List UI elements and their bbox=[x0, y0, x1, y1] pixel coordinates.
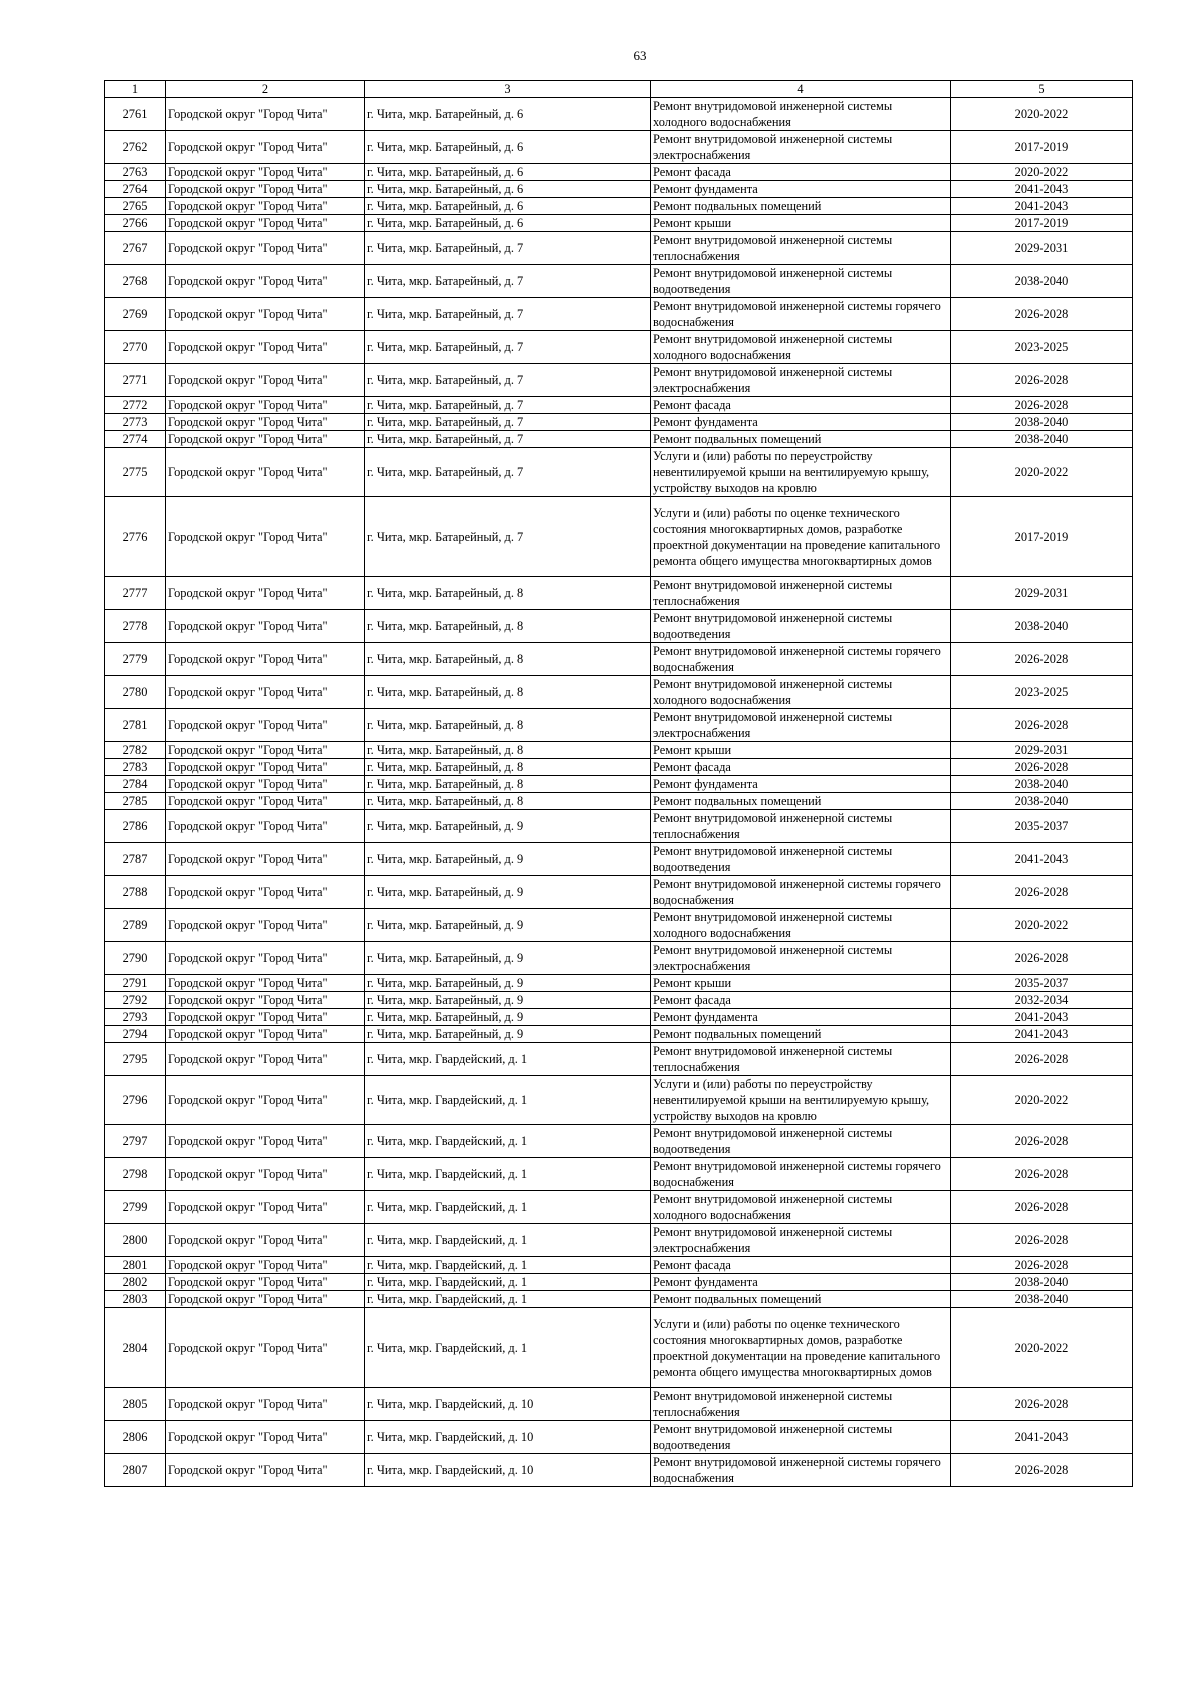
column-header: 5 bbox=[951, 81, 1133, 98]
municipality-cell: Городской округ "Город Чита" bbox=[166, 1076, 365, 1125]
municipality-cell: Городской округ "Город Чита" bbox=[166, 1125, 365, 1158]
municipality-cell: Городской округ "Город Чита" bbox=[166, 975, 365, 992]
address-cell: г. Чита, мкр. Батарейный, д. 7 bbox=[365, 232, 651, 265]
table-row bbox=[105, 643, 1133, 676]
column-header: 3 bbox=[365, 81, 651, 98]
work-type-cell: Ремонт фундамента bbox=[651, 181, 951, 198]
row-number-cell: 2796 bbox=[105, 1076, 166, 1125]
work-type-cell: Ремонт внутридомовой инженерной системы водоотведения bbox=[651, 265, 951, 298]
row-number-cell: 2792 bbox=[105, 992, 166, 1009]
address-cell: г. Чита, мкр. Батарейный, д. 7 bbox=[365, 265, 651, 298]
municipality-cell: Городской округ "Город Чита" bbox=[166, 1009, 365, 1026]
table-row bbox=[105, 909, 1133, 942]
municipality-cell: Городской округ "Город Чита" bbox=[166, 364, 365, 397]
row-number-cell: 2793 bbox=[105, 1009, 166, 1026]
row-number-cell: 2779 bbox=[105, 643, 166, 676]
table-row bbox=[105, 942, 1133, 975]
address-cell: г. Чита, мкр. Гвардейский, д. 1 bbox=[365, 1274, 651, 1291]
work-type-cell: Ремонт внутридомовой инженерной системы водоотведения bbox=[651, 843, 951, 876]
row-number-cell: 2782 bbox=[105, 742, 166, 759]
municipality-cell: Городской округ "Город Чита" bbox=[166, 232, 365, 265]
table-row bbox=[105, 181, 1133, 198]
row-number-cell: 2785 bbox=[105, 793, 166, 810]
address-cell: г. Чита, мкр. Батарейный, д. 7 bbox=[365, 448, 651, 497]
period-cell: 2038-2040 bbox=[951, 793, 1133, 810]
period-cell: 2020-2022 bbox=[951, 1308, 1133, 1388]
row-number-cell: 2767 bbox=[105, 232, 166, 265]
municipality-cell: Городской округ "Город Чита" bbox=[166, 1043, 365, 1076]
table-row bbox=[105, 164, 1133, 181]
work-type-cell: Ремонт фасада bbox=[651, 759, 951, 776]
period-cell: 2032-2034 bbox=[951, 992, 1133, 1009]
row-number-cell: 2766 bbox=[105, 215, 166, 232]
row-number-cell: 2774 bbox=[105, 431, 166, 448]
municipality-cell: Городской округ "Город Чита" bbox=[166, 1158, 365, 1191]
row-number-cell: 2795 bbox=[105, 1043, 166, 1076]
table-row bbox=[105, 1454, 1133, 1487]
municipality-cell: Городской округ "Город Чита" bbox=[166, 759, 365, 776]
work-type-cell: Ремонт внутридомовой инженерной системы горячего водоснабжения bbox=[651, 876, 951, 909]
address-cell: г. Чита, мкр. Гвардейский, д. 1 bbox=[365, 1257, 651, 1274]
period-cell: 2017-2019 bbox=[951, 215, 1133, 232]
period-cell: 2020-2022 bbox=[951, 164, 1133, 181]
table-row bbox=[105, 397, 1133, 414]
table-row bbox=[105, 1224, 1133, 1257]
period-cell: 2026-2028 bbox=[951, 1191, 1133, 1224]
column-header: 1 bbox=[105, 81, 166, 98]
page-number: 63 bbox=[633, 48, 647, 63]
table-row bbox=[105, 1308, 1133, 1388]
row-number-cell: 2786 bbox=[105, 810, 166, 843]
municipality-cell: Городской округ "Город Чита" bbox=[166, 98, 365, 131]
address-cell: г. Чита, мкр. Гвардейский, д. 1 bbox=[365, 1125, 651, 1158]
address-cell: г. Чита, мкр. Гвардейский, д. 1 bbox=[365, 1043, 651, 1076]
address-cell: г. Чита, мкр. Батарейный, д. 7 bbox=[365, 431, 651, 448]
capital-repair-table bbox=[104, 80, 1133, 1487]
municipality-cell: Городской округ "Город Чита" bbox=[166, 709, 365, 742]
address-cell: г. Чита, мкр. Батарейный, д. 6 bbox=[365, 181, 651, 198]
table-row bbox=[105, 98, 1133, 131]
row-number-cell: 2761 bbox=[105, 98, 166, 131]
period-cell: 2038-2040 bbox=[951, 1274, 1133, 1291]
municipality-cell: Городской округ "Город Чита" bbox=[166, 776, 365, 793]
work-type-cell: Ремонт внутридомовой инженерной системы теплоснабжения bbox=[651, 577, 951, 610]
municipality-cell: Городской округ "Город Чита" bbox=[166, 992, 365, 1009]
address-cell: г. Чита, мкр. Батарейный, д. 8 bbox=[365, 709, 651, 742]
work-type-cell: Услуги и (или) работы по переустройству невентилируемой крыши на вентилируемую крышу, устройству выходов на кровлю bbox=[651, 1076, 951, 1125]
row-number-cell: 2780 bbox=[105, 676, 166, 709]
municipality-cell: Городской округ "Город Чита" bbox=[166, 1291, 365, 1308]
period-cell: 2026-2028 bbox=[951, 1454, 1133, 1487]
address-cell: г. Чита, мкр. Батарейный, д. 7 bbox=[365, 414, 651, 431]
municipality-cell: Городской округ "Город Чита" bbox=[166, 414, 365, 431]
address-cell: г. Чита, мкр. Батарейный, д. 8 bbox=[365, 643, 651, 676]
period-cell: 2041-2043 bbox=[951, 198, 1133, 215]
period-cell: 2023-2025 bbox=[951, 331, 1133, 364]
table-row bbox=[105, 975, 1133, 992]
period-cell: 2017-2019 bbox=[951, 497, 1133, 577]
row-number-cell: 2778 bbox=[105, 610, 166, 643]
period-cell: 2026-2028 bbox=[951, 1224, 1133, 1257]
municipality-cell: Городской округ "Город Чита" bbox=[166, 1257, 365, 1274]
row-number-cell: 2807 bbox=[105, 1454, 166, 1487]
table-row bbox=[105, 1191, 1133, 1224]
table-row bbox=[105, 232, 1133, 265]
work-type-cell: Ремонт внутридомовой инженерной системы холодного водоснабжения bbox=[651, 676, 951, 709]
row-number-cell: 2781 bbox=[105, 709, 166, 742]
work-type-cell: Ремонт подвальных помещений bbox=[651, 431, 951, 448]
row-number-cell: 2775 bbox=[105, 448, 166, 497]
row-number-cell: 2772 bbox=[105, 397, 166, 414]
table-row bbox=[105, 1158, 1133, 1191]
municipality-cell: Городской округ "Город Чита" bbox=[166, 1026, 365, 1043]
work-type-cell: Ремонт внутридомовой инженерной системы электроснабжения bbox=[651, 942, 951, 975]
row-number-cell: 2804 bbox=[105, 1308, 166, 1388]
municipality-cell: Городской округ "Город Чита" bbox=[166, 1308, 365, 1388]
row-number-cell: 2790 bbox=[105, 942, 166, 975]
period-cell: 2026-2028 bbox=[951, 876, 1133, 909]
period-cell: 2020-2022 bbox=[951, 98, 1133, 131]
municipality-cell: Городской округ "Город Чита" bbox=[166, 431, 365, 448]
address-cell: г. Чита, мкр. Батарейный, д. 9 bbox=[365, 942, 651, 975]
period-cell: 2026-2028 bbox=[951, 397, 1133, 414]
row-number-cell: 2800 bbox=[105, 1224, 166, 1257]
work-type-cell: Ремонт внутридомовой инженерной системы теплоснабжения bbox=[651, 1043, 951, 1076]
address-cell: г. Чита, мкр. Батарейный, д. 9 bbox=[365, 975, 651, 992]
municipality-cell: Городской округ "Город Чита" bbox=[166, 577, 365, 610]
municipality-cell: Городской округ "Город Чита" bbox=[166, 164, 365, 181]
municipality-cell: Городской округ "Город Чита" bbox=[166, 1421, 365, 1454]
municipality-cell: Городской округ "Город Чита" bbox=[166, 198, 365, 215]
municipality-cell: Городской округ "Город Чита" bbox=[166, 1224, 365, 1257]
municipality-cell: Городской округ "Город Чита" bbox=[166, 265, 365, 298]
municipality-cell: Городской округ "Город Чита" bbox=[166, 676, 365, 709]
period-cell: 2020-2022 bbox=[951, 1076, 1133, 1125]
row-number-cell: 2794 bbox=[105, 1026, 166, 1043]
table-row bbox=[105, 810, 1133, 843]
work-type-cell: Ремонт внутридомовой инженерной системы водоотведения bbox=[651, 1421, 951, 1454]
work-type-cell: Ремонт фасада bbox=[651, 992, 951, 1009]
period-cell: 2026-2028 bbox=[951, 364, 1133, 397]
address-cell: г. Чита, мкр. Батарейный, д. 9 bbox=[365, 1009, 651, 1026]
work-type-cell: Ремонт внутридомовой инженерной системы электроснабжения bbox=[651, 1224, 951, 1257]
period-cell: 2029-2031 bbox=[951, 577, 1133, 610]
work-type-cell: Ремонт внутридомовой инженерной системы теплоснабжения bbox=[651, 810, 951, 843]
row-number-cell: 2801 bbox=[105, 1257, 166, 1274]
table-row bbox=[105, 131, 1133, 164]
period-cell: 2026-2028 bbox=[951, 1388, 1133, 1421]
row-number-cell: 2762 bbox=[105, 131, 166, 164]
period-cell: 2026-2028 bbox=[951, 643, 1133, 676]
table-row bbox=[105, 198, 1133, 215]
period-cell: 2026-2028 bbox=[951, 1125, 1133, 1158]
period-cell: 2041-2043 bbox=[951, 1026, 1133, 1043]
work-type-cell: Ремонт внутридомовой инженерной системы теплоснабжения bbox=[651, 232, 951, 265]
period-cell: 2017-2019 bbox=[951, 131, 1133, 164]
table-row bbox=[105, 265, 1133, 298]
municipality-cell: Городской округ "Город Чита" bbox=[166, 448, 365, 497]
address-cell: г. Чита, мкр. Батарейный, д. 9 bbox=[365, 843, 651, 876]
address-cell: г. Чита, мкр. Батарейный, д. 9 bbox=[365, 810, 651, 843]
address-cell: г. Чита, мкр. Гвардейский, д. 1 bbox=[365, 1224, 651, 1257]
work-type-cell: Ремонт фундамента bbox=[651, 1009, 951, 1026]
work-type-cell: Услуги и (или) работы по оценке технического состояния многоквартирных домов, разработке проектной документации на проведение капитального ремонта общего имущества многоквартирных домов bbox=[651, 1308, 951, 1388]
period-cell: 2035-2037 bbox=[951, 975, 1133, 992]
work-type-cell: Ремонт фундамента bbox=[651, 1274, 951, 1291]
municipality-cell: Городской округ "Город Чита" bbox=[166, 1388, 365, 1421]
address-cell: г. Чита, мкр. Батарейный, д. 6 bbox=[365, 198, 651, 215]
address-cell: г. Чита, мкр. Гвардейский, д. 1 bbox=[365, 1191, 651, 1224]
address-cell: г. Чита, мкр. Батарейный, д. 8 bbox=[365, 610, 651, 643]
municipality-cell: Городской округ "Город Чита" bbox=[166, 810, 365, 843]
table-row bbox=[105, 497, 1133, 577]
table-row bbox=[105, 1043, 1133, 1076]
work-type-cell: Ремонт внутридомовой инженерной системы горячего водоснабжения bbox=[651, 1454, 951, 1487]
row-number-cell: 2768 bbox=[105, 265, 166, 298]
work-type-cell: Ремонт фасада bbox=[651, 164, 951, 181]
row-number-cell: 2806 bbox=[105, 1421, 166, 1454]
table-row bbox=[105, 448, 1133, 497]
row-number-cell: 2770 bbox=[105, 331, 166, 364]
table-row bbox=[105, 759, 1133, 776]
municipality-cell: Городской округ "Город Чита" bbox=[166, 643, 365, 676]
address-cell: г. Чита, мкр. Батарейный, д. 8 bbox=[365, 577, 651, 610]
table-row bbox=[105, 709, 1133, 742]
column-header: 2 bbox=[166, 81, 365, 98]
work-type-cell: Ремонт фундамента bbox=[651, 414, 951, 431]
row-number-cell: 2802 bbox=[105, 1274, 166, 1291]
period-cell: 2026-2028 bbox=[951, 298, 1133, 331]
work-type-cell: Ремонт внутридомовой инженерной системы холодного водоснабжения bbox=[651, 331, 951, 364]
row-number-cell: 2803 bbox=[105, 1291, 166, 1308]
address-cell: г. Чита, мкр. Батарейный, д. 8 bbox=[365, 676, 651, 709]
table-row bbox=[105, 610, 1133, 643]
municipality-cell: Городской округ "Город Чита" bbox=[166, 1274, 365, 1291]
municipality-cell: Городской округ "Город Чита" bbox=[166, 876, 365, 909]
period-cell: 2038-2040 bbox=[951, 776, 1133, 793]
table-row bbox=[105, 414, 1133, 431]
table-row bbox=[105, 793, 1133, 810]
address-cell: г. Чита, мкр. Гвардейский, д. 1 bbox=[365, 1158, 651, 1191]
table-row bbox=[105, 364, 1133, 397]
period-cell: 2041-2043 bbox=[951, 181, 1133, 198]
table-row bbox=[105, 215, 1133, 232]
row-number-cell: 2784 bbox=[105, 776, 166, 793]
row-number-cell: 2788 bbox=[105, 876, 166, 909]
period-cell: 2020-2022 bbox=[951, 448, 1133, 497]
table-row bbox=[105, 1257, 1133, 1274]
municipality-cell: Городской округ "Город Чита" bbox=[166, 397, 365, 414]
row-number-cell: 2773 bbox=[105, 414, 166, 431]
period-cell: 2038-2040 bbox=[951, 265, 1133, 298]
row-number-cell: 2798 bbox=[105, 1158, 166, 1191]
address-cell: г. Чита, мкр. Батарейный, д. 7 bbox=[365, 331, 651, 364]
municipality-cell: Городской округ "Город Чита" bbox=[166, 610, 365, 643]
address-cell: г. Чита, мкр. Батарейный, д. 7 bbox=[365, 397, 651, 414]
municipality-cell: Городской округ "Город Чита" bbox=[166, 843, 365, 876]
address-cell: г. Чита, мкр. Батарейный, д. 8 bbox=[365, 759, 651, 776]
municipality-cell: Городской округ "Город Чита" bbox=[166, 215, 365, 232]
period-cell: 2026-2028 bbox=[951, 1158, 1133, 1191]
address-cell: г. Чита, мкр. Батарейный, д. 6 bbox=[365, 98, 651, 131]
work-type-cell: Ремонт подвальных помещений bbox=[651, 793, 951, 810]
municipality-cell: Городской округ "Город Чита" bbox=[166, 1454, 365, 1487]
address-cell: г. Чита, мкр. Батарейный, д. 6 bbox=[365, 215, 651, 232]
table-row bbox=[105, 1026, 1133, 1043]
table-row bbox=[105, 331, 1133, 364]
table-row bbox=[105, 776, 1133, 793]
row-number-cell: 2776 bbox=[105, 497, 166, 577]
municipality-cell: Городской округ "Город Чита" bbox=[166, 131, 365, 164]
work-type-cell: Услуги и (или) работы по переустройству невентилируемой крыши на вентилируемую крышу, устройству выходов на кровлю bbox=[651, 448, 951, 497]
work-type-cell: Ремонт внутридомовой инженерной системы электроснабжения bbox=[651, 131, 951, 164]
period-cell: 2035-2037 bbox=[951, 810, 1133, 843]
work-type-cell: Ремонт крыши bbox=[651, 215, 951, 232]
period-cell: 2041-2043 bbox=[951, 843, 1133, 876]
row-number-cell: 2805 bbox=[105, 1388, 166, 1421]
address-cell: г. Чита, мкр. Гвардейский, д. 1 bbox=[365, 1308, 651, 1388]
row-number-cell: 2777 bbox=[105, 577, 166, 610]
row-number-cell: 2764 bbox=[105, 181, 166, 198]
period-cell: 2041-2043 bbox=[951, 1421, 1133, 1454]
period-cell: 2029-2031 bbox=[951, 232, 1133, 265]
table-header-row bbox=[105, 81, 1133, 98]
work-type-cell: Ремонт внутридомовой инженерной системы электроснабжения bbox=[651, 364, 951, 397]
table-row bbox=[105, 742, 1133, 759]
municipality-cell: Городской округ "Город Чита" bbox=[166, 181, 365, 198]
period-cell: 2026-2028 bbox=[951, 1257, 1133, 1274]
municipality-cell: Городской округ "Город Чита" bbox=[166, 909, 365, 942]
period-cell: 2026-2028 bbox=[951, 759, 1133, 776]
period-cell: 2038-2040 bbox=[951, 414, 1133, 431]
municipality-cell: Городской округ "Город Чита" bbox=[166, 1191, 365, 1224]
address-cell: г. Чита, мкр. Батарейный, д. 7 bbox=[365, 497, 651, 577]
row-number-cell: 2765 bbox=[105, 198, 166, 215]
period-cell: 2038-2040 bbox=[951, 610, 1133, 643]
address-cell: г. Чита, мкр. Батарейный, д. 6 bbox=[365, 164, 651, 181]
table-row bbox=[105, 1076, 1133, 1125]
work-type-cell: Ремонт внутридомовой инженерной системы горячего водоснабжения bbox=[651, 298, 951, 331]
work-type-cell: Ремонт внутридомовой инженерной системы горячего водоснабжения bbox=[651, 1158, 951, 1191]
address-cell: г. Чита, мкр. Батарейный, д. 9 bbox=[365, 876, 651, 909]
table-row bbox=[105, 1009, 1133, 1026]
work-type-cell: Ремонт подвальных помещений bbox=[651, 1291, 951, 1308]
period-cell: 2038-2040 bbox=[951, 1291, 1133, 1308]
table-row bbox=[105, 1291, 1133, 1308]
table-row bbox=[105, 1388, 1133, 1421]
work-type-cell: Ремонт внутридомовой инженерной системы электроснабжения bbox=[651, 709, 951, 742]
address-cell: г. Чита, мкр. Батарейный, д. 8 bbox=[365, 742, 651, 759]
table-row bbox=[105, 992, 1133, 1009]
work-type-cell: Ремонт подвальных помещений bbox=[651, 198, 951, 215]
address-cell: г. Чита, мкр. Батарейный, д. 6 bbox=[365, 131, 651, 164]
table-row bbox=[105, 1125, 1133, 1158]
period-cell: 2026-2028 bbox=[951, 709, 1133, 742]
municipality-cell: Городской округ "Город Чита" bbox=[166, 742, 365, 759]
row-number-cell: 2797 bbox=[105, 1125, 166, 1158]
row-number-cell: 2771 bbox=[105, 364, 166, 397]
work-type-cell: Ремонт внутридомовой инженерной системы теплоснабжения bbox=[651, 1388, 951, 1421]
address-cell: г. Чита, мкр. Батарейный, д. 9 bbox=[365, 992, 651, 1009]
municipality-cell: Городской округ "Город Чита" bbox=[166, 793, 365, 810]
table-body bbox=[105, 98, 1133, 1487]
row-number-cell: 2799 bbox=[105, 1191, 166, 1224]
row-number-cell: 2789 bbox=[105, 909, 166, 942]
work-type-cell: Ремонт фасада bbox=[651, 397, 951, 414]
row-number-cell: 2769 bbox=[105, 298, 166, 331]
row-number-cell: 2791 bbox=[105, 975, 166, 992]
table-row bbox=[105, 431, 1133, 448]
address-cell: г. Чита, мкр. Батарейный, д. 8 bbox=[365, 776, 651, 793]
work-type-cell: Ремонт крыши bbox=[651, 975, 951, 992]
table-row bbox=[105, 1274, 1133, 1291]
table-row bbox=[105, 577, 1133, 610]
row-number-cell: 2763 bbox=[105, 164, 166, 181]
period-cell: 2041-2043 bbox=[951, 1009, 1133, 1026]
address-cell: г. Чита, мкр. Гвардейский, д. 10 bbox=[365, 1388, 651, 1421]
period-cell: 2020-2022 bbox=[951, 909, 1133, 942]
work-type-cell: Ремонт внутридомовой инженерной системы водоотведения bbox=[651, 1125, 951, 1158]
period-cell: 2029-2031 bbox=[951, 742, 1133, 759]
work-type-cell: Ремонт внутридомовой инженерной системы холодного водоснабжения bbox=[651, 98, 951, 131]
address-cell: г. Чита, мкр. Батарейный, д. 8 bbox=[365, 793, 651, 810]
address-cell: г. Чита, мкр. Гвардейский, д. 10 bbox=[365, 1454, 651, 1487]
work-type-cell: Ремонт подвальных помещений bbox=[651, 1026, 951, 1043]
table-row bbox=[105, 298, 1133, 331]
table-row bbox=[105, 1421, 1133, 1454]
period-cell: 2023-2025 bbox=[951, 676, 1133, 709]
address-cell: г. Чита, мкр. Гвардейский, д. 1 bbox=[365, 1076, 651, 1125]
work-type-cell: Ремонт фундамента bbox=[651, 776, 951, 793]
municipality-cell: Городской округ "Город Чита" bbox=[166, 497, 365, 577]
row-number-cell: 2787 bbox=[105, 843, 166, 876]
municipality-cell: Городской округ "Город Чита" bbox=[166, 331, 365, 364]
work-type-cell: Ремонт внутридомовой инженерной системы водоотведения bbox=[651, 610, 951, 643]
period-cell: 2038-2040 bbox=[951, 431, 1133, 448]
address-cell: г. Чита, мкр. Батарейный, д. 7 bbox=[365, 364, 651, 397]
period-cell: 2026-2028 bbox=[951, 942, 1133, 975]
address-cell: г. Чита, мкр. Гвардейский, д. 10 bbox=[365, 1421, 651, 1454]
address-cell: г. Чита, мкр. Гвардейский, д. 1 bbox=[365, 1291, 651, 1308]
address-cell: г. Чита, мкр. Батарейный, д. 9 bbox=[365, 1026, 651, 1043]
work-type-cell: Ремонт крыши bbox=[651, 742, 951, 759]
work-type-cell: Услуги и (или) работы по оценке технического состояния многоквартирных домов, разработке проектной документации на проведение капитального ремонта общего имущества многоквартирных домов bbox=[651, 497, 951, 577]
municipality-cell: Городской округ "Город Чита" bbox=[166, 942, 365, 975]
row-number-cell: 2783 bbox=[105, 759, 166, 776]
address-cell: г. Чита, мкр. Батарейный, д. 7 bbox=[365, 298, 651, 331]
column-header: 4 bbox=[651, 81, 951, 98]
municipality-cell: Городской округ "Город Чита" bbox=[166, 298, 365, 331]
table-row bbox=[105, 676, 1133, 709]
work-type-cell: Ремонт внутридомовой инженерной системы горячего водоснабжения bbox=[651, 643, 951, 676]
table-row bbox=[105, 843, 1133, 876]
work-type-cell: Ремонт внутридомовой инженерной системы холодного водоснабжения bbox=[651, 1191, 951, 1224]
table-row bbox=[105, 876, 1133, 909]
work-type-cell: Ремонт фасада bbox=[651, 1257, 951, 1274]
period-cell: 2026-2028 bbox=[951, 1043, 1133, 1076]
address-cell: г. Чита, мкр. Батарейный, д. 9 bbox=[365, 909, 651, 942]
work-type-cell: Ремонт внутридомовой инженерной системы холодного водоснабжения bbox=[651, 909, 951, 942]
